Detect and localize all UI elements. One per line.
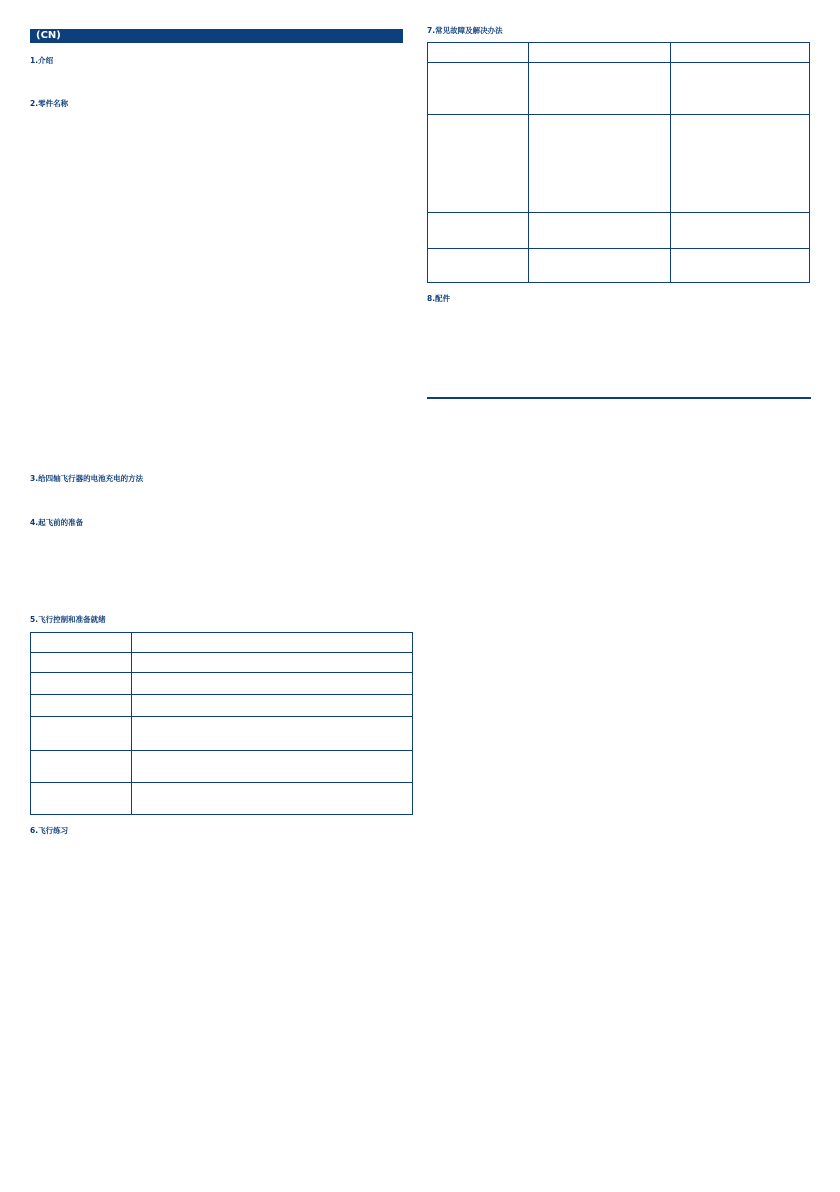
table-cell (31, 783, 132, 815)
table-cell (529, 115, 671, 213)
divider-rule (427, 397, 811, 399)
table-cell (31, 633, 132, 653)
flight-control-table (30, 632, 413, 815)
troubleshooting-table (427, 42, 810, 283)
section-5-heading: 5.飞行控制和准备就绪 (30, 615, 106, 624)
table-cell (529, 249, 671, 283)
table-cell (529, 213, 671, 249)
table-cell (132, 653, 413, 673)
table-cell (428, 249, 529, 283)
table-cell (31, 653, 132, 673)
language-bar (30, 29, 403, 43)
section-3-heading: 3.给四轴飞行器的电池充电的方法 (30, 474, 144, 483)
table-row (31, 695, 413, 717)
table-row (428, 249, 810, 283)
table-cell (31, 717, 132, 751)
section-7-heading: 7.常见故障及解决办法 (427, 26, 503, 35)
table-row (31, 783, 413, 815)
table-row (428, 43, 810, 63)
table-cell (671, 63, 810, 115)
table-cell (671, 115, 810, 213)
language-label: (CN) (36, 30, 61, 41)
table-cell (671, 43, 810, 63)
table-row (428, 115, 810, 213)
section-6-heading: 6.飞行练习 (30, 826, 69, 835)
table-cell (31, 751, 132, 783)
table-cell (132, 783, 413, 815)
table-cell (31, 695, 132, 717)
table-row (31, 717, 413, 751)
table-row (428, 213, 810, 249)
table-cell (671, 213, 810, 249)
table-cell (132, 695, 413, 717)
table-row (31, 673, 413, 695)
table-row (31, 751, 413, 783)
section-4-heading: 4.起飞前的准备 (30, 518, 84, 527)
table-cell (132, 717, 413, 751)
table-cell (132, 673, 413, 695)
table-cell (671, 249, 810, 283)
table-cell (428, 213, 529, 249)
section-2-heading: 2.零件名称 (30, 99, 69, 108)
table-cell (529, 63, 671, 115)
table-cell (31, 673, 132, 695)
table-cell (529, 43, 671, 63)
table-cell (132, 633, 413, 653)
table-cell (428, 63, 529, 115)
table-cell (428, 115, 529, 213)
table-cell (132, 751, 413, 783)
table-row (31, 633, 413, 653)
section-8-heading: 8.配件 (427, 294, 451, 303)
table-row (428, 63, 810, 115)
table-row (31, 653, 413, 673)
table-cell (428, 43, 529, 63)
section-1-heading: 1.介绍 (30, 56, 54, 65)
